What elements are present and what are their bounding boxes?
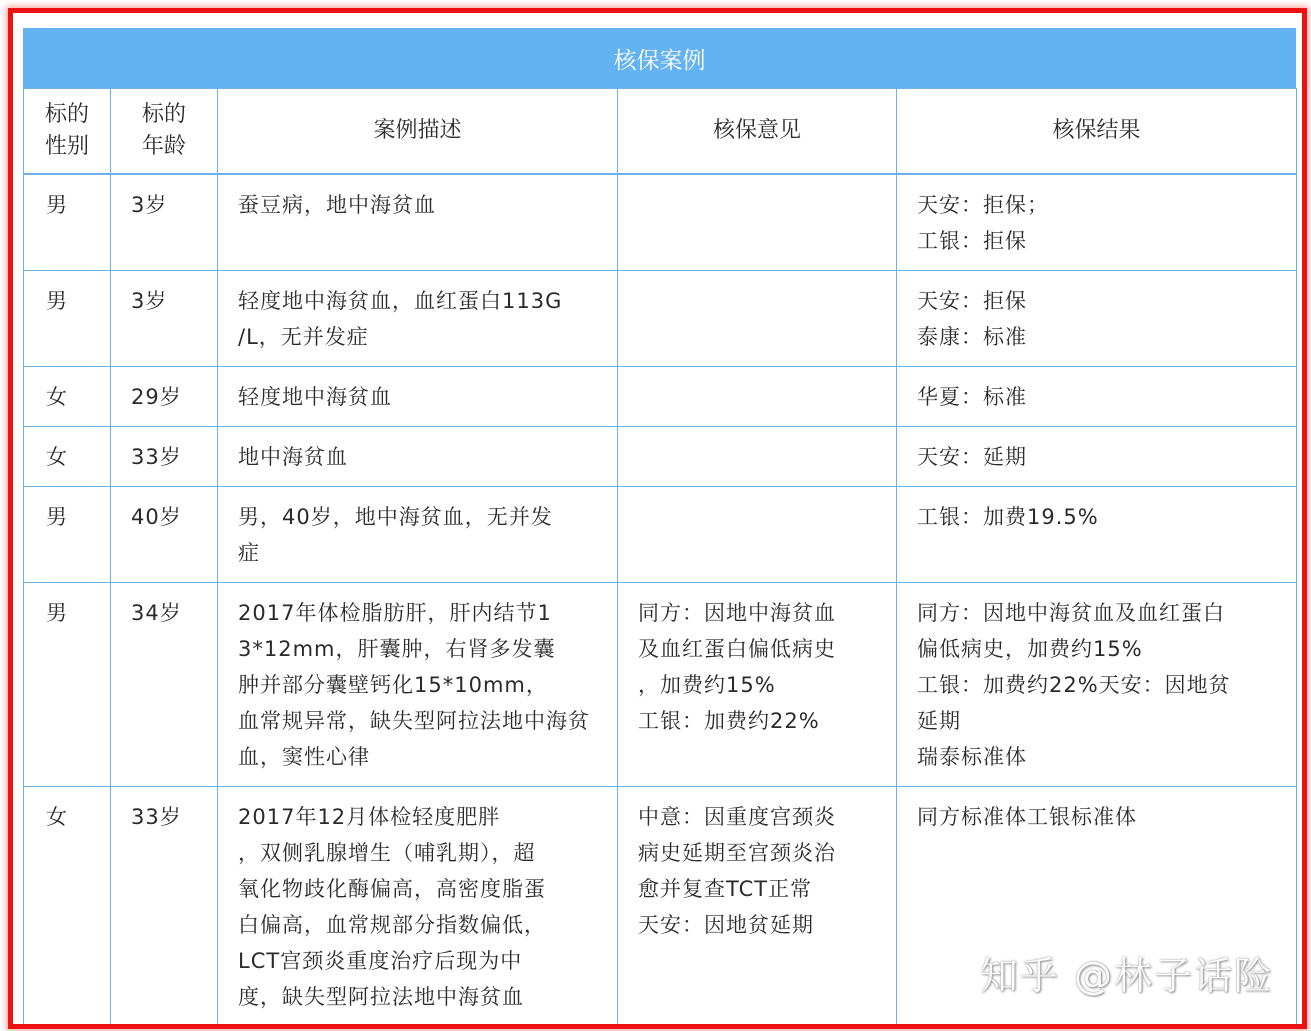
cell-gender: 男 bbox=[24, 486, 111, 582]
header-age: 标的 年龄 bbox=[111, 89, 218, 175]
cell-gender: 女 bbox=[24, 426, 111, 486]
cell-age: 3岁 bbox=[111, 174, 218, 270]
header-description: 案例描述 bbox=[218, 89, 618, 175]
cell-description: 男，40岁，地中海贫血，无并发 症 bbox=[218, 486, 618, 582]
cell-gender: 女 bbox=[24, 786, 111, 1028]
cell-description: 地中海贫血 bbox=[218, 426, 618, 486]
header-row bbox=[24, 89, 1297, 175]
header-gender: 标的 性别 bbox=[24, 89, 111, 175]
table-row bbox=[24, 366, 1297, 426]
cell-result: 天安：延期 bbox=[897, 426, 1297, 486]
table-row bbox=[24, 486, 1297, 582]
zhihu-watermark: 知乎 @林子话险 bbox=[979, 954, 1274, 998]
cell-gender: 男 bbox=[24, 174, 111, 270]
cell-opinion bbox=[618, 486, 897, 582]
table-row bbox=[24, 426, 1297, 486]
cell-opinion bbox=[618, 174, 897, 270]
cell-gender: 男 bbox=[24, 582, 111, 786]
cell-description: 轻度地中海贫血，血红蛋白113G /L，无并发症 bbox=[218, 270, 618, 366]
cell-opinion bbox=[618, 426, 897, 486]
cell-description: 蚕豆病，地中海贫血 bbox=[218, 174, 618, 270]
header-result: 核保结果 bbox=[897, 89, 1297, 175]
cell-age: 33岁 bbox=[111, 426, 218, 486]
underwriting-table bbox=[23, 88, 1297, 1029]
cell-result: 同方标准体工银标准体 bbox=[897, 786, 1297, 1028]
table-row bbox=[24, 174, 1297, 270]
cell-result: 天安：拒保 泰康：标准 bbox=[897, 270, 1297, 366]
cell-result: 工银：加费19.5% bbox=[897, 486, 1297, 582]
cell-opinion: 同方：因地中海贫血 及血红蛋白偏低病史 ，加费约15% 工银：加费约22% bbox=[618, 582, 897, 786]
header-opinion: 核保意见 bbox=[618, 89, 897, 175]
cell-result: 同方：因地中海贫血及血红蛋白 偏低病史，加费约15% 工银：加费约22%天安：因地贫 延期 瑞泰标准体 bbox=[897, 582, 1297, 786]
cell-opinion bbox=[618, 270, 897, 366]
table-row bbox=[24, 270, 1297, 366]
cell-age: 29岁 bbox=[111, 366, 218, 426]
cell-result: 华夏：标准 bbox=[897, 366, 1297, 426]
cell-gender: 女 bbox=[24, 366, 111, 426]
cell-description: 2017年体检脂肪肝，肝内结节1 3*12mm，肝囊肿，右肾多发囊 肿并部分囊壁钙化15*10mm， 血常规异常，缺失型阿拉法地中海贫 血，窦性心律 bbox=[218, 582, 618, 786]
cell-description: 2017年12月体检轻度肥胖 ，双侧乳腺增生（哺乳期），超 氧化物歧化酶偏高，高密度脂蛋 白偏高，血常规部分指数偏低， LCT宫颈炎重度治疗后现为中 度，缺失型阿拉法地中海贫血 bbox=[218, 786, 618, 1028]
table-title: 核保案例 bbox=[23, 28, 1296, 88]
cell-result: 天安：拒保； 工银：拒保 bbox=[897, 174, 1297, 270]
table-row bbox=[24, 582, 1297, 786]
cell-age: 3岁 bbox=[111, 270, 218, 366]
cell-description: 轻度地中海贫血 bbox=[218, 366, 618, 426]
cell-opinion: 中意：因重度宫颈炎 病史延期至宫颈炎治 愈并复查TCT正常 天安：因地贫延期 bbox=[618, 786, 897, 1028]
cell-age: 34岁 bbox=[111, 582, 218, 786]
cell-opinion bbox=[618, 366, 897, 426]
outer-frame bbox=[8, 8, 1307, 1029]
cell-age: 33岁 bbox=[111, 786, 218, 1028]
cell-age: 40岁 bbox=[111, 486, 218, 582]
cell-gender: 男 bbox=[24, 270, 111, 366]
